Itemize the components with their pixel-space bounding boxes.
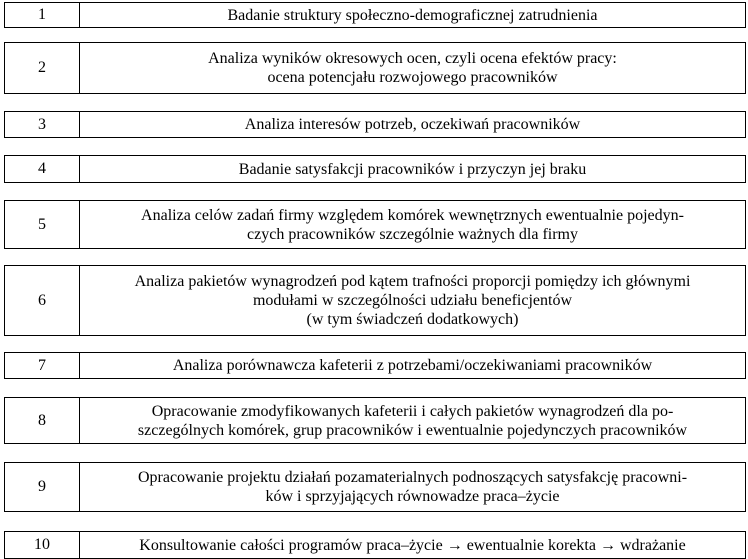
step-text-line: Analiza pakietów wynagrodzeń pod kątem trafności proporcji pomiędzy ich głównymi — [134, 273, 691, 290]
step-text-line: czych pracowników szczególnie ważnych dla firmy — [247, 225, 578, 243]
step-number: 1 — [5, 3, 80, 27]
step-text-line: ków i sprzyjających równowadze praca–życie — [265, 488, 560, 505]
step-row-6 — [4, 265, 746, 336]
step-number: 3 — [5, 112, 80, 137]
step-text-line: szczególnych komórek, grup pracowników i ewentualnie pojedynczych pracowników — [137, 421, 688, 439]
step-text-line: Analiza porównawcza kafeterii z potrzebami/oczekiwaniami pracowników — [172, 357, 653, 374]
step-row-1 — [4, 2, 746, 28]
step-text-line: Badanie struktury społeczno-demograficznej zatrudnienia — [227, 6, 598, 24]
step-row-7 — [4, 352, 746, 379]
step-row-9 — [4, 462, 746, 512]
step-description — [80, 532, 745, 558]
step-description — [80, 463, 745, 511]
step-number: 9 — [5, 463, 80, 511]
step-row-2 — [4, 42, 746, 94]
step-number: 10 — [5, 532, 80, 558]
step-row-8 — [4, 397, 746, 444]
step-description — [80, 43, 745, 93]
step-text-line: Opracowanie projektu działań pozamaterialnych podnoszących satysfakcję pracowni- — [137, 469, 688, 486]
step-row-4 — [4, 155, 746, 183]
step-description — [80, 266, 745, 335]
step-number: 5 — [5, 201, 80, 248]
step-text-line: Analiza wyników okresowych ocen, czyli ocena efektów pracy: — [208, 50, 617, 67]
step-row-10 — [4, 531, 746, 559]
step-text-line: ocena potencjału rozwojowego pracowników — [267, 69, 558, 86]
step-row-3 — [4, 111, 746, 138]
step-description — [80, 353, 745, 378]
step-number: 2 — [5, 43, 80, 93]
step-description — [80, 156, 745, 182]
step-text-line: (w tym świadczeń dodatkowych) — [306, 311, 519, 328]
step-text-line: Badanie satysfakcji pracowników i przyczyn jej braku — [238, 160, 587, 178]
step-text-line: Analiza interesów potrzeb, oczekiwań pracowników — [244, 116, 581, 133]
step-text-line: modułami w szczególności udziału beneficjentów — [252, 292, 572, 309]
step-row-5 — [4, 200, 746, 249]
step-description — [80, 398, 745, 443]
step-number: 8 — [5, 398, 80, 443]
step-number: 7 — [5, 353, 80, 378]
step-text-line: Opracowanie zmodyfikowanych kafeterii i całych pakietów wynagrodzeń dla po- — [151, 402, 674, 420]
step-text-line: Konsultowanie całości programów praca–życie → ewentualnie korekta → wdrażanie — [139, 536, 686, 554]
step-description — [80, 201, 745, 248]
step-number: 4 — [5, 156, 80, 182]
step-description — [80, 3, 745, 27]
step-number: 6 — [5, 266, 80, 335]
step-description — [80, 112, 745, 137]
step-text-line: Analiza celów zadań firmy względem komórek wewnętrznych ewentualnie pojedyn- — [141, 206, 684, 224]
